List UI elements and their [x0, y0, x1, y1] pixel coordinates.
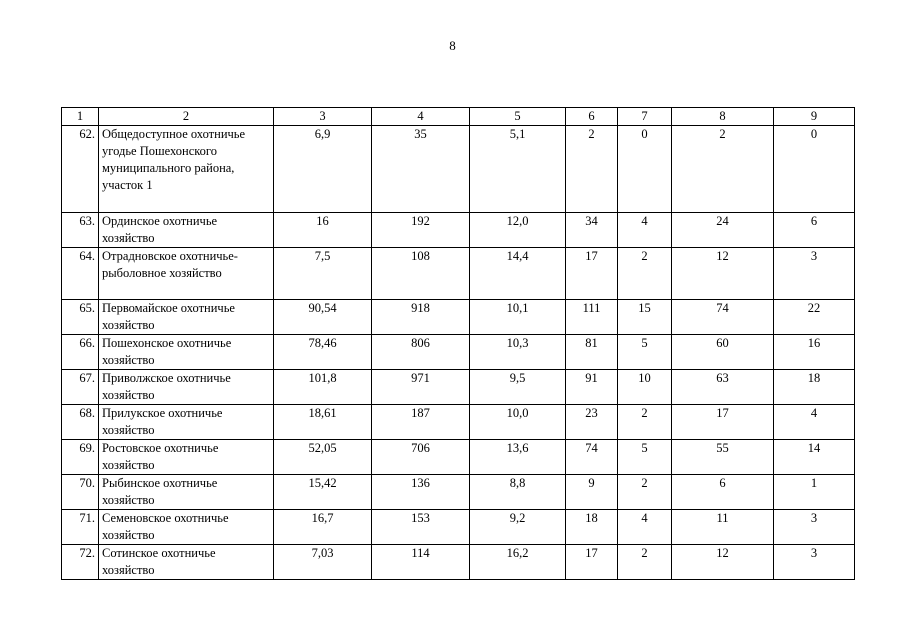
- value-cell: 3: [774, 510, 855, 545]
- value-cell: 81: [566, 335, 618, 370]
- value-cell: 0: [618, 126, 672, 213]
- value-cell: 15,42: [274, 475, 372, 510]
- value-cell: 971: [372, 370, 470, 405]
- value-cell: 16: [274, 213, 372, 248]
- row-number-cell: 68.: [62, 405, 99, 440]
- value-cell: 13,6: [470, 440, 566, 475]
- row-number-cell: 65.: [62, 300, 99, 335]
- value-cell: 90,54: [274, 300, 372, 335]
- value-cell: 5,1: [470, 126, 566, 213]
- header-row: [62, 108, 855, 126]
- value-cell: 2: [672, 126, 774, 213]
- value-cell: 16: [774, 335, 855, 370]
- value-cell: 187: [372, 405, 470, 440]
- value-cell: 34: [566, 213, 618, 248]
- header-cell: 6: [566, 108, 618, 126]
- value-cell: 10,0: [470, 405, 566, 440]
- value-cell: 15: [618, 300, 672, 335]
- row-number-cell: 71.: [62, 510, 99, 545]
- hunting-ground-name-cell: Пошехонское охотничье хозяйство: [99, 335, 274, 370]
- value-cell: 12: [672, 545, 774, 580]
- hunting-ground-name-cell: Прилукское охотничье хозяйство: [99, 405, 274, 440]
- value-cell: 806: [372, 335, 470, 370]
- value-cell: 17: [566, 248, 618, 300]
- value-cell: 17: [672, 405, 774, 440]
- value-cell: 2: [618, 248, 672, 300]
- value-cell: 2: [618, 545, 672, 580]
- value-cell: 3: [774, 248, 855, 300]
- value-cell: 74: [672, 300, 774, 335]
- value-cell: 16,2: [470, 545, 566, 580]
- value-cell: 918: [372, 300, 470, 335]
- value-cell: 9,5: [470, 370, 566, 405]
- table-row: [62, 510, 855, 545]
- value-cell: 4: [618, 213, 672, 248]
- value-cell: 2: [618, 475, 672, 510]
- page-number: 8: [449, 38, 456, 53]
- hunting-ground-name-cell: Сотинское охотничье хозяйство: [99, 545, 274, 580]
- row-number-cell: 66.: [62, 335, 99, 370]
- value-cell: 23: [566, 405, 618, 440]
- table-row: [62, 475, 855, 510]
- hunting-ground-name-cell: Приволжское охотничье хозяйство: [99, 370, 274, 405]
- header-cell: 1: [62, 108, 99, 126]
- value-cell: 6: [774, 213, 855, 248]
- value-cell: 16,7: [274, 510, 372, 545]
- value-cell: 35: [372, 126, 470, 213]
- value-cell: 22: [774, 300, 855, 335]
- value-cell: 2: [566, 126, 618, 213]
- value-cell: 24: [672, 213, 774, 248]
- value-cell: 10,1: [470, 300, 566, 335]
- hunting-ground-name-cell: Первомайское охотничье хозяйство: [99, 300, 274, 335]
- value-cell: 9,2: [470, 510, 566, 545]
- value-cell: 3: [774, 545, 855, 580]
- table-row: [62, 440, 855, 475]
- value-cell: 18,61: [274, 405, 372, 440]
- value-cell: 11: [672, 510, 774, 545]
- header-cell: 9: [774, 108, 855, 126]
- value-cell: 1: [774, 475, 855, 510]
- row-number-cell: 63.: [62, 213, 99, 248]
- value-cell: 4: [774, 405, 855, 440]
- row-number-cell: 64.: [62, 248, 99, 300]
- value-cell: 8,8: [470, 475, 566, 510]
- value-cell: 52,05: [274, 440, 372, 475]
- value-cell: 17: [566, 545, 618, 580]
- table-row: [62, 370, 855, 405]
- row-number-cell: 69.: [62, 440, 99, 475]
- value-cell: 12: [672, 248, 774, 300]
- header-cell: 7: [618, 108, 672, 126]
- value-cell: 4: [618, 510, 672, 545]
- header-cell: 2: [99, 108, 274, 126]
- value-cell: 12,0: [470, 213, 566, 248]
- value-cell: 63: [672, 370, 774, 405]
- value-cell: 14,4: [470, 248, 566, 300]
- value-cell: 6,9: [274, 126, 372, 213]
- hunting-ground-name-cell: Ординское охотничье хозяйство: [99, 213, 274, 248]
- table-row: [62, 126, 855, 213]
- value-cell: 101,8: [274, 370, 372, 405]
- value-cell: 7,03: [274, 545, 372, 580]
- value-cell: 5: [618, 335, 672, 370]
- value-cell: 55: [672, 440, 774, 475]
- table-row: [62, 300, 855, 335]
- value-cell: 5: [618, 440, 672, 475]
- table-row: [62, 213, 855, 248]
- hunting-ground-name-cell: Общедоступное охотничье угодье Пошехонского муниципального района, участок 1: [99, 126, 274, 213]
- row-number-cell: 67.: [62, 370, 99, 405]
- header-cell: 5: [470, 108, 566, 126]
- value-cell: 108: [372, 248, 470, 300]
- hunting-grounds-table: [61, 107, 855, 580]
- value-cell: 60: [672, 335, 774, 370]
- value-cell: 111: [566, 300, 618, 335]
- value-cell: 91: [566, 370, 618, 405]
- table-row: [62, 248, 855, 300]
- value-cell: 74: [566, 440, 618, 475]
- value-cell: 10: [618, 370, 672, 405]
- hunting-ground-name-cell: Семеновское охотничье хозяйство: [99, 510, 274, 545]
- value-cell: 192: [372, 213, 470, 248]
- hunting-ground-name-cell: Отрадновское охотничье-рыболовное хозяйство: [99, 248, 274, 300]
- table-body: [62, 126, 855, 580]
- value-cell: 706: [372, 440, 470, 475]
- table-row: [62, 405, 855, 440]
- value-cell: 14: [774, 440, 855, 475]
- header-cell: 3: [274, 108, 372, 126]
- value-cell: 18: [566, 510, 618, 545]
- row-number-cell: 72.: [62, 545, 99, 580]
- table-row: [62, 545, 855, 580]
- value-cell: 136: [372, 475, 470, 510]
- value-cell: 0: [774, 126, 855, 213]
- value-cell: 6: [672, 475, 774, 510]
- header-cell: 8: [672, 108, 774, 126]
- value-cell: 18: [774, 370, 855, 405]
- hunting-ground-name-cell: Ростовское охотничье хозяйство: [99, 440, 274, 475]
- value-cell: 78,46: [274, 335, 372, 370]
- row-number-cell: 62.: [62, 126, 99, 213]
- value-cell: 7,5: [274, 248, 372, 300]
- value-cell: 9: [566, 475, 618, 510]
- value-cell: 153: [372, 510, 470, 545]
- value-cell: 10,3: [470, 335, 566, 370]
- row-number-cell: 70.: [62, 475, 99, 510]
- header-cell: 4: [372, 108, 470, 126]
- value-cell: 114: [372, 545, 470, 580]
- value-cell: 2: [618, 405, 672, 440]
- table-row: [62, 335, 855, 370]
- hunting-ground-name-cell: Рыбинское охотничье хозяйство: [99, 475, 274, 510]
